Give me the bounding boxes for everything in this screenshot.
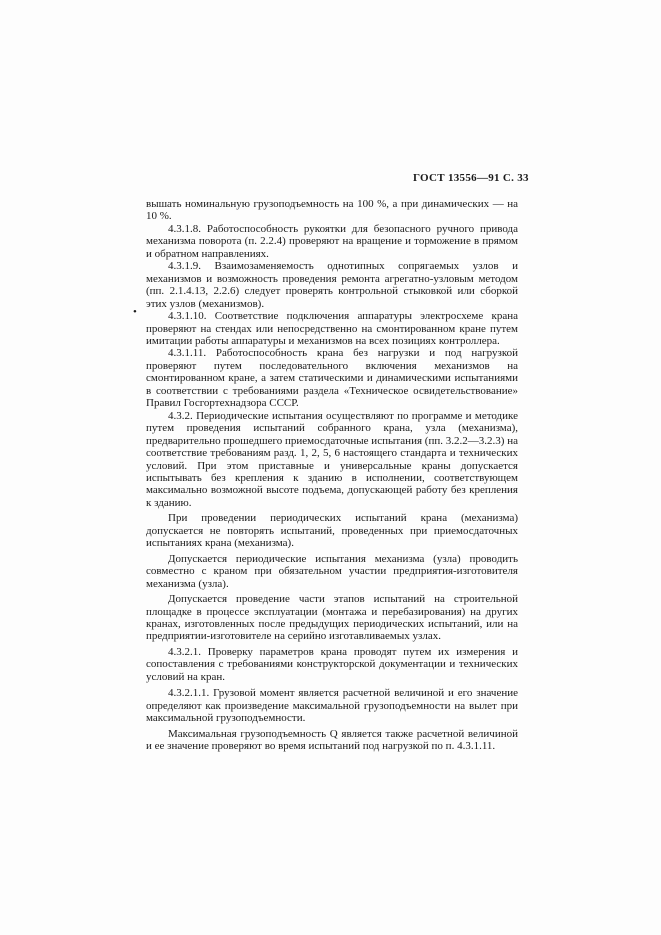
paragraph-4-3-2: 4.3.2. Периодические испытания осуществляют по программе и методике путем проведения испытаний собранного крана, узла (механизма), предварительно прошедшего приемосдаточные испытания (пп. 3.2.2—3.2.3) на соответствие требованиям разд. 1, 2, 5, 6 настоящего стандарта и технических условий. При этом приставные и универсальные краны допускается испытывать без крепления к зданию в исполнении, соответствующем максимально возможной высоте подъема, допускающей работу без крепления к зданию.	[146, 409, 518, 509]
margin-mark: •	[133, 306, 137, 318]
paragraph-4-3-2-1: 4.3.2.1. Проверку параметров крана проводят путем их измерения и сопоставления с требованиями конструкторской документации и технических условий на кран.	[146, 645, 518, 683]
paragraph-4-3-1-11: 4.3.1.11. Работоспособность крана без нагрузки и под нагрузкой проверяют путем последовательного включения механизмов на смонтированном кране, а затем статическими и динамическими испытаниями в соответствии с требованиями раздела «Техническое освидетельствование» Правил Госгортехнадзора СССР.	[146, 347, 518, 410]
paragraph-4-3-1-8: 4.3.1.8. Работоспособность рукоятки для безопасного ручного привода механизма поворота (п. 2.2.4) проверяют на вращение и торможение в прямом и обратном направлениях.	[146, 222, 518, 260]
paragraph-max-capacity: Максимальная грузоподъемность Q является также расчетной величиной и ее значение проверяют во время испытаний под нагрузкой по п. 4.3.1.11.	[146, 727, 518, 753]
page-header: ГОСТ 13556—91 С. 33	[413, 172, 529, 184]
document-body	[146, 198, 518, 752]
paragraph-joint-tests-note: Допускается периодические испытания механизма (узла) проводить совместно с краном при обязательном участии предприятия-изготовителя механизма (узла).	[146, 552, 518, 590]
paragraph-4-3-1-9: 4.3.1.9. Взаимозаменяемость однотипных сопрягаемых узлов и механизмов и возможность проведения ремонта агрегатно-узловым методом (пп. 2.1.4.13, 2.2.6) следует проверять контрольной стыковкой или сборкой этих узлов (механизмов).	[146, 260, 518, 310]
paragraph-4-3-2-1-1: 4.3.2.1.1. Грузовой момент является расчетной величиной и его значение определяют как произведение максимальной грузоподъемности на вылет при максимальной грузоподъемности.	[146, 687, 518, 725]
paragraph-4-3-1-10: 4.3.1.10. Соответствие подключения аппаратуры электросхеме крана проверяют на стендах или непосредственно на смонтированном кране путем имитации работы аппаратуры и механизмов на всех позициях контроллера.	[146, 310, 518, 347]
paragraph-periodic-tests-note: При проведении периодических испытаний крана (механизма) допускается не повторять испытаний, проведенных при приемосдаточных испытаниях крана (механизма).	[146, 512, 518, 550]
paragraph-continuation: вышать номинальную грузоподъемность на 100 %, а при динамических — на 10 %.	[146, 198, 518, 223]
paragraph-site-tests-note: Допускается проведение части этапов испытаний на строительной площадке в процессе эксплуатации (монтажа и перебазирования) на других кранах, изготовленных после предыдущих периодических испытаний, или на предприятии-изготовителе на серийно изготавливаемых узлах.	[146, 593, 518, 643]
